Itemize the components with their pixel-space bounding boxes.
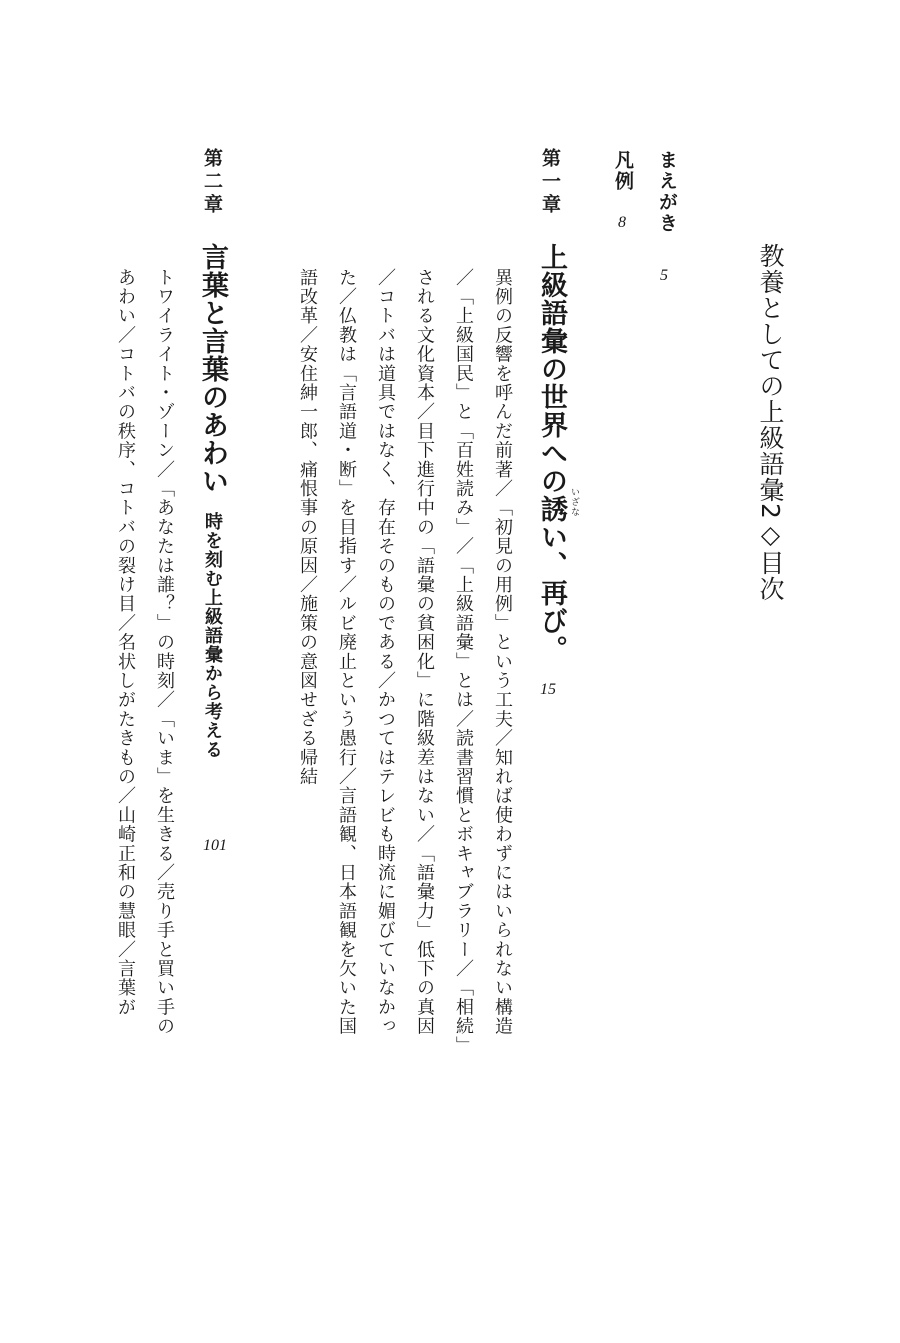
chapter1-line-4: ／コトバは道具ではなく、存在そのものである／かつてはテレビも時流に媚びていなかっ xyxy=(375,268,396,1036)
chapter2-line-1: トワイライト・ゾーン／「あなたは誰？」の時刻／「いま」を生きる／売り手と買い手の xyxy=(154,268,175,1036)
preface-page: 5 xyxy=(660,267,668,284)
chapter2-subtitle: 時を刻む上級語彙から考える xyxy=(202,512,223,759)
notes-label: 凡例 xyxy=(612,150,634,192)
chapter1-title: 上級語彙の世界への誘い、再び。 xyxy=(536,243,567,663)
chapter1-title-ruby: いざな xyxy=(569,487,579,517)
chapter2-title: 言葉と言葉のあわい xyxy=(197,243,228,495)
chapter1-label: 第一章 xyxy=(539,148,561,217)
chapter1-line-2: ／「上級国民」と「百姓読み」／「上級語彙」とは／読書習慣とボキャブラリー／「相続」 xyxy=(453,268,474,1056)
chapter2-line-2: あわい／コトバの秩序、コトバの裂け目／名状しがたきもの／山崎正和の慧眼／言葉が xyxy=(115,268,136,1017)
chapter2-label: 第二章 xyxy=(201,148,223,217)
notes-page: 8 xyxy=(618,214,626,231)
preface-label: まえがき xyxy=(656,150,678,234)
toc-title: 教養としての上級語彙2◇目次 xyxy=(756,243,785,602)
chapter2-page: 101 xyxy=(203,837,227,854)
chapter1-line-5: た／仏教は「言語道・断」を目指す／ルビ廃止という愚行／言語観、日本語観を欠いた国 xyxy=(336,268,357,1036)
chapter1-line-3: される文化資本／目下進行中の「語彙の貧困化」に階級差はない／「語彙力」低下の真因 xyxy=(414,268,435,1036)
chapter1-page: 15 xyxy=(540,681,556,698)
chapter1-line-6: 語改革／安住紳一郎、痛恨事の原因／施策の意図せざる帰結 xyxy=(297,268,318,787)
chapter1-line-1: 異例の反響を呼んだ前著／「初見の用例」という工夫／知れば使わずにはいられない構造 xyxy=(492,268,513,1036)
